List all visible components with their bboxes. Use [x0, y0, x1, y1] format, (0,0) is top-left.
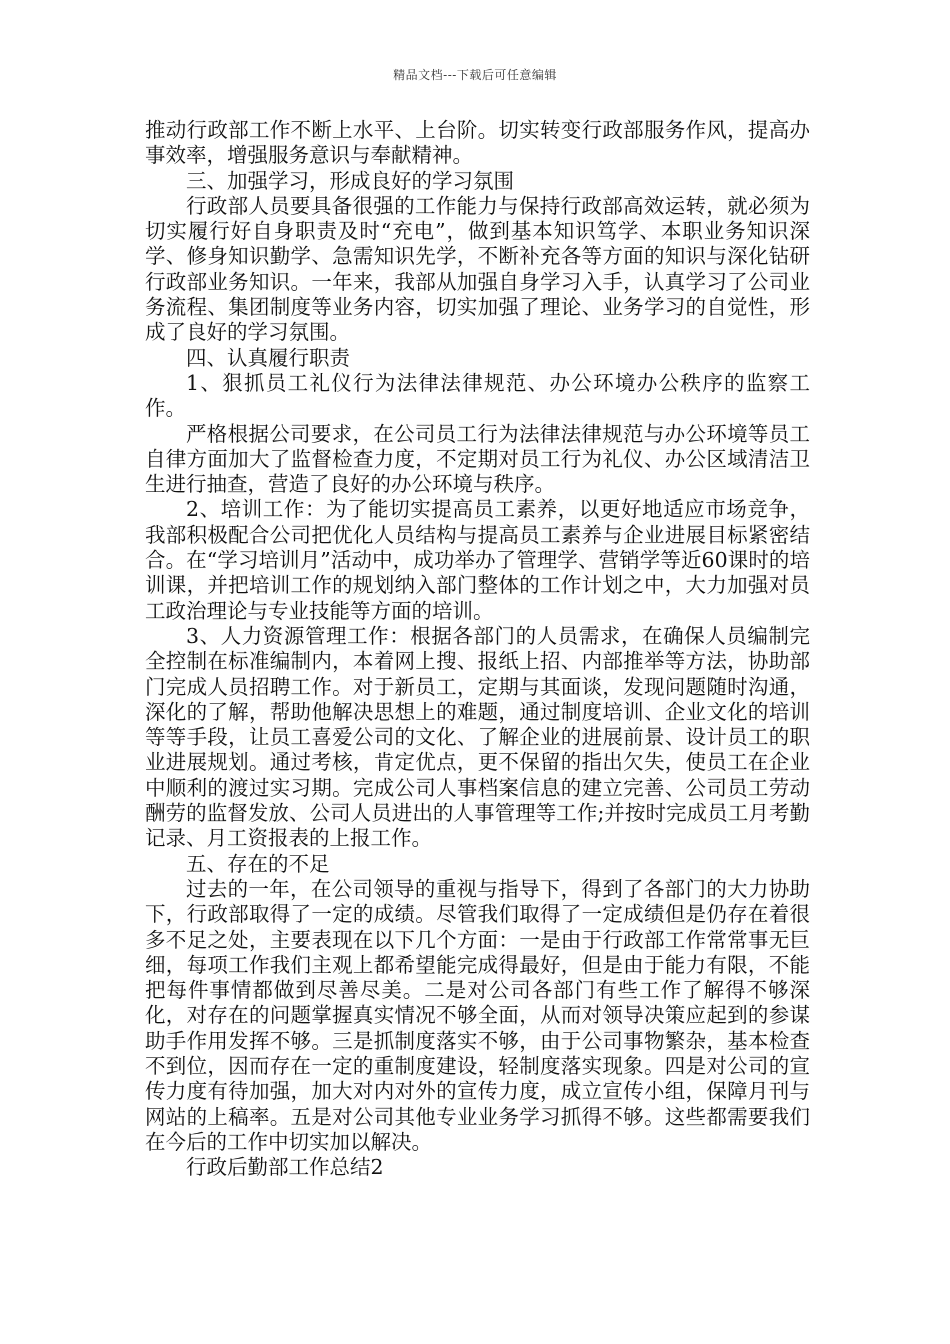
paragraph: 严格根据公司要求，在公司员工行为法律法律规范与办公环境等员工自律方面加大了监督检查力度，不定期对员工行为礼仪、办公区域清洁卫生进行抽查，营造了良好的办公环境与秩序。: [145, 421, 810, 497]
section-heading: 四、认真履行职责: [186, 345, 350, 370]
paragraph: 2、培训工作：为了能切实提高员工素养，以更好地适应市场竞争，我部积极配合公司把优化人员结构与提高员工素养与企业进展目标紧密结合。在“学习培训月”活动中，成功举办了管理学、营销学等近60课时的培训课，并把培训工作的规划纳入部门整体的工作计划之中，大力加强对员工政治理论与专业技能等方面的培训。: [145, 497, 810, 623]
document-body: [145, 118, 810, 1180]
paragraph: 过去的一年，在公司领导的重视与指导下，得到了各部门的大力协助下，行政部取得了一定的成绩。尽管我们取得了一定成绩但是仍存在着很多不足之处，主要表现在以下几个方面：一是由于行政部工作常常事无巨细，每项工作我们主观上都希望能完成得最好，但是由于能力有限，不能把每件事情都做到尽善尽美。二是对公司各部门有些工作了解得不够深化，对存在的问题掌握真实情况不够全面，从而对领导决策应起到的参谋助手作用发挥不够。三是抓制度落实不够，由于公司事物繁杂，基本检查不到位，因而存在一定的重制度建设，轻制度落实现象。四是对公司的宣传力度有待加强，加大对内对外的宣传力度，成立宣传小组，保障月刊与网站的上稿率。五是对公司其他专业业务学习抓得不够。这些都需要我们在今后的工作中切实加以解决。: [145, 876, 810, 1154]
paragraph: 行政部人员要具备很强的工作能力与保持行政部高效运转，就必须为切实履行好自身职责及时“充电”，做到基本知识笃学、本职业务知识深学、修身知识勤学、急需知识先学，不断补充各等方面的知识与深化钻研行政部业务知识。一年来，我部从加强自身学习入手，认真学习了公司业务流程、集团制度等业务内容，切实加强了理论、业务学习的自觉性，形成了良好的学习氛围。: [145, 193, 810, 345]
document-subtitle: 行政后勤部工作总结2: [186, 1155, 384, 1180]
paragraph: 1、狠抓员工礼仪行为法律法律规范、办公环境办公秩序的监察工作。: [145, 370, 810, 421]
section-heading: 三、加强学习，形成良好的学习氛围: [186, 168, 514, 193]
paragraph: 3、人力资源管理工作：根据各部门的人员需求，在确保人员编制完全控制在标准编制内，本着网上搜、报纸上招、内部推举等方法，协助部门完成人员招聘工作。对于新员工，定期与其面谈，发现问题随时沟通，深化的了解，帮助他解决思想上的难题，通过制度培训、企业文化的培训等等手段，让员工喜爱公司的文化、了解企业的进展前景、设计员工的职业进展规划。通过考核，肯定优点，更不保留的指出欠失，使员工在企业中顺利的渡过实习期。完成公司人事档案信息的建立完善、公司员工劳动酬劳的监督发放、公司人员进出的人事管理等工作;并按时完成员工月考勤记录、月工资报表的上报工作。: [145, 623, 810, 851]
page-header: 精品文档---下载后可任意编辑: [393, 68, 557, 82]
section-heading: 五、存在的不足: [186, 851, 330, 876]
paragraph: 推动行政部工作不断上水平、上台阶。切实转变行政部服务作风，提高办事效率，增强服务意识与奉献精神。: [145, 118, 810, 168]
